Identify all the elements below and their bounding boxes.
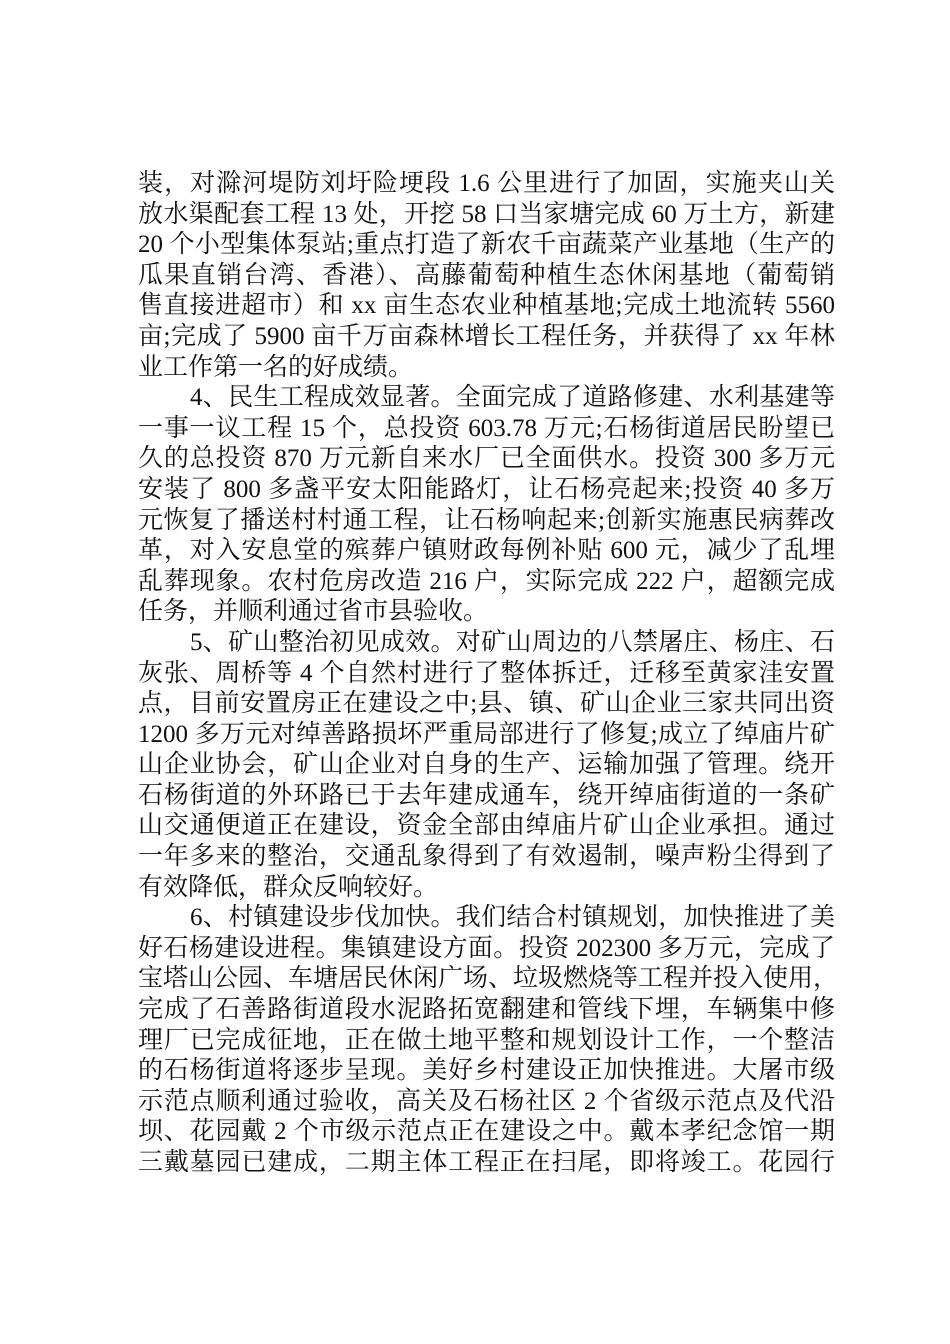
text-line: 元恢复了播送村村通工程，让石杨响起来;创新实施惠民病葬改 [138,506,835,534]
paragraph [138,628,835,903]
text-line: 灰张、周桥等 4 个自然村进行了整体拆迁，迁移至黄家洼安置 [138,659,835,687]
text-line: 理厂已完成征地，正在做土地平整和规划设计工作，一个整洁 [138,1026,835,1054]
document-page [138,169,839,1179]
text-line: 坝、花园戴 2 个市级示范点正在建设之中。戴本孝纪念馆一期 [138,1118,835,1146]
text-line: 三戴墓园已建成，二期主体工程正在扫尾，即将竣工。花园行 [138,1149,835,1176]
text-line: 4、民生工程成效显著。全面完成了道路修建、水利基建等 [190,384,835,412]
paragraph [138,903,839,1178]
text-line: 山交通便道正在建设，资金全部由绰庙片矿山企业承担。通过 [138,812,835,840]
text-line: 的石杨街道将逐步呈现。美好乡村建设正加快推进。大屠市级 [138,1057,835,1085]
text-line: 装，对滁河堤防刘圩险埂段 1.6 公里进行了加固，实施夹山关 [138,170,835,197]
text-line: 一事一议工程 15 个，总投资 603.78 万元;石杨街道居民盼望已 [138,414,835,442]
text-line: 宝塔山公园、车塘居民休闲广场、垃圾燃烧等工程并投入使用， [138,965,839,993]
text-line: 革，对入安息堂的殡葬户镇财政每例补贴 600 元，减少了乱埋 [138,537,835,565]
text-line: 示范点顺利通过验收，高关及石杨社区 2 个省级示范点及代沿 [138,1087,835,1115]
text-line: 久的总投资 870 万元新自来水厂已全面供水。投资 300 多万元 [138,445,835,473]
text-line: 售直接进超市）和 xx 亩生态农业种植基地;完成土地流转 5560 [138,292,835,320]
text-line: 山企业协会，矿山企业对自身的生产、运输加强了管理。绕开 [138,751,835,779]
text-line: 完成了石善路街道段水泥路拓宽翻建和管线下埋，车辆集中修 [138,996,835,1024]
text-line: 乱葬现象。农村危房改造 216 户，实际完成 222 户，超额完成 [138,567,835,595]
text-line: 业工作第一名的好成绩。 [138,353,414,381]
text-line: 一年多来的整治，交通乱象得到了有效遏制，噪声粉尘得到了 [138,843,835,871]
text-line: 安装了 800 多盏平安太阳能路灯，让石杨亮起来;投资 40 多万 [138,475,835,503]
text-line: 好石杨建设进程。集镇建设方面。投资 202300 多万元，完成了 [138,934,835,962]
text-line: 6、村镇建设步伐加快。我们结合村镇规划，加快推进了美 [190,904,835,932]
text-line: 1200 多万元对绰善路损坏严重局部进行了修复;成立了绰庙片矿 [138,720,835,748]
text-line: 放水渠配套工程 13 处，开挖 58 口当家塘完成 60 万土方，新建 [138,200,835,228]
text-line: 点，目前安置房正在建设之中;县、镇、矿山企业三家共同出资 [138,690,835,718]
text-line: 亩;完成了 5900 亩千万亩森林增长工程任务，并获得了 xx 年林 [138,322,835,350]
text-line: 20 个小型集体泵站;重点打造了新农千亩蔬菜产业基地（生产的 [138,231,835,259]
paragraph [138,383,835,628]
text-line: 5、矿山整治初见成效。对矿山周边的八禁屠庄、杨庄、石 [190,628,835,656]
paragraph [138,169,835,383]
text-line: 有效降低，群众反响较好。 [138,873,439,901]
text-line: 瓜果直销台湾、香港）、高藤葡萄种植生态休闲基地（葡萄销 [138,261,835,289]
text-line: 任务，并顺利通过省市县验收。 [138,598,489,626]
text-line: 石杨街道的外环路已于去年建成通车，绕开绰庙街道的一条矿 [138,781,835,809]
